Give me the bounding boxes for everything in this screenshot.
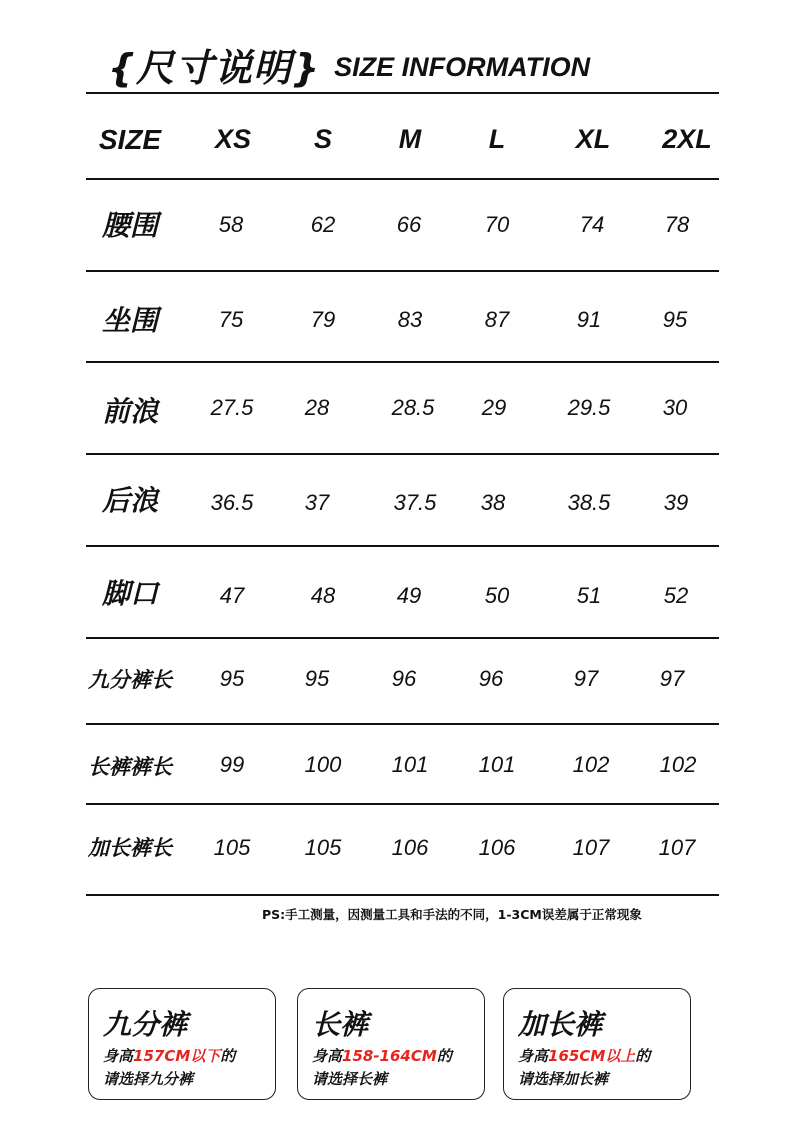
card-suffix: 的 [220,1047,236,1065]
card-height-line [312,1045,452,1066]
table-cell: 75 [218,307,244,332]
table-cell: 74 [579,212,605,237]
table-cell: 79 [310,307,336,332]
size-header-xs: XS [214,124,252,154]
table-cell: 95 [662,307,688,332]
card-extended-pants [503,988,691,1100]
row-label-waist: 腰围 [101,209,158,242]
card-height-highlight: 165CM以上 [548,1047,636,1065]
table-cell: 37.5 [393,490,437,515]
table-cell: 102 [659,752,697,777]
table-cell: 38 [480,490,506,515]
table-cell: 99 [219,752,245,777]
size-header-label: SIZE [98,124,162,155]
size-header-m: M [398,124,422,154]
table-cell: 96 [391,666,417,691]
table-cell: 101 [391,752,429,777]
table-cell: 100 [304,752,342,777]
table-cell: 28.5 [391,395,435,420]
row-label-front-rise: 前浪 [101,395,158,428]
title-english: SIZE INFORMATION [334,51,591,82]
row-label-hip: 坐围 [101,304,158,337]
size-header-l: L [488,124,506,154]
table-cell: 62 [310,212,336,237]
measurement-note: PS:手工测量，因测量工具和手法的不同，1-3CM误差属于正常现象 [262,907,642,922]
card-title: 九分裤 [103,1008,188,1041]
divider [86,894,719,896]
row-label-full-length: 长裤裤长 [88,755,172,779]
divider [86,453,719,455]
card-prefix: 身高 [518,1047,549,1065]
table-cell: 91 [576,307,602,332]
divider [86,178,719,180]
table-cell: 58 [218,212,244,237]
size-header-s: S [313,124,332,154]
table-cell: 107 [658,835,696,860]
table-cell: 97 [573,666,599,691]
divider [86,803,719,805]
table-cell: 38.5 [567,490,611,515]
size-header-2xl: 2XL [662,124,712,154]
table-cell: 106 [391,835,429,860]
table-cell: 105 [213,835,251,860]
divider [86,270,719,272]
card-suffix: 的 [436,1047,452,1065]
table-cell: 78 [664,212,690,237]
card-height-line [103,1045,235,1066]
card-cropped-pants [88,988,276,1100]
card-prefix: 身高 [103,1047,134,1065]
card-title: 加长裤 [518,1008,603,1041]
title-chinese: {尺寸说明} [108,45,321,90]
card-height-line [518,1045,650,1066]
table-cell: 49 [396,583,422,608]
table-cell: 47 [219,583,245,608]
table-cell: 87 [484,307,510,332]
table-cell: 30 [662,395,688,420]
table-cell: 105 [304,835,342,860]
card-prefix: 身高 [312,1047,343,1065]
table-cell: 28 [304,395,330,420]
card-recommendation: 请选择九分裤 [103,1070,194,1088]
table-cell: 48 [310,583,336,608]
table-cell: 39 [663,490,689,515]
row-label-cropped-length: 九分裤长 [88,668,172,692]
table-cell: 66 [396,212,422,237]
table-cell: 36.5 [210,490,254,515]
divider [86,545,719,547]
table-cell: 37 [304,490,330,515]
table-cell: 107 [572,835,610,860]
table-cell: 95 [219,666,245,691]
size-header-xl: XL [575,124,611,154]
table-cell: 70 [484,212,510,237]
row-label-extended-length: 加长裤长 [88,836,172,860]
table-cell: 102 [572,752,610,777]
page-title [108,38,590,90]
card-suffix: 的 [635,1047,651,1065]
card-full-pants [297,988,485,1100]
table-cell: 101 [478,752,516,777]
divider [86,723,719,725]
table-cell: 97 [659,666,685,691]
table-cell: 29.5 [567,395,611,420]
table-cell: 29 [481,395,507,420]
table-cell: 52 [663,583,689,608]
table-cell: 96 [478,666,504,691]
table-cell: 106 [478,835,516,860]
divider [86,637,719,639]
card-height-highlight: 157CM以下 [133,1047,221,1065]
divider [86,92,719,94]
table-cell: 51 [576,583,602,608]
row-label-back-rise: 后浪 [101,484,158,517]
card-recommendation: 请选择长裤 [312,1070,388,1088]
table-cell: 27.5 [210,395,254,420]
table-cell: 50 [484,583,510,608]
table-cell: 83 [397,307,423,332]
table-cell: 95 [304,666,330,691]
card-title: 长裤 [312,1008,369,1041]
divider [86,361,719,363]
card-recommendation: 请选择加长裤 [518,1070,609,1088]
row-label-leg-opening: 脚口 [101,577,158,610]
card-height-highlight: 158-164CM [342,1047,437,1065]
